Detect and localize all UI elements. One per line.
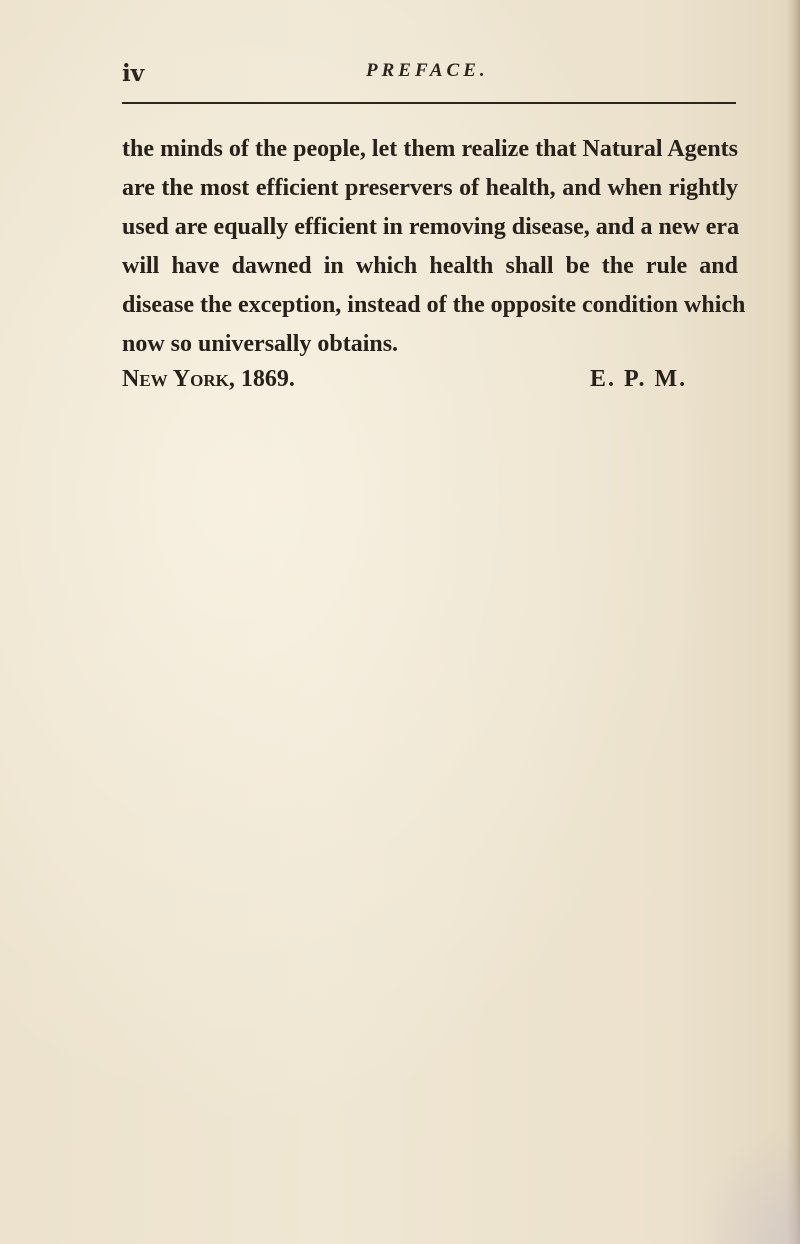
preface-paragraph <box>122 130 746 364</box>
text-line: the minds of the people, let them realize that Natural Agents <box>122 136 738 162</box>
place-date: New York, 1869. <box>122 366 295 392</box>
text-line: will have dawned in which health shall be the rule and <box>122 253 738 279</box>
text-line: now so universally obtains. <box>122 331 399 357</box>
text-line: are the most efficient preservers of health, and when rightly <box>122 175 738 201</box>
author-initials: E. P. M. <box>590 366 688 392</box>
text-line: used are equally efficient in removing disease, and a new era <box>122 214 740 240</box>
binding-edge-shadow <box>786 0 800 1244</box>
signoff <box>122 366 738 406</box>
corner-stain <box>690 1124 800 1244</box>
page-number: iv <box>122 60 145 87</box>
running-head: PREFACE. <box>366 60 489 81</box>
page-header <box>122 56 738 92</box>
header-rule <box>122 102 736 104</box>
text-line: disease the exception, instead of the opposite condition which <box>122 292 746 318</box>
